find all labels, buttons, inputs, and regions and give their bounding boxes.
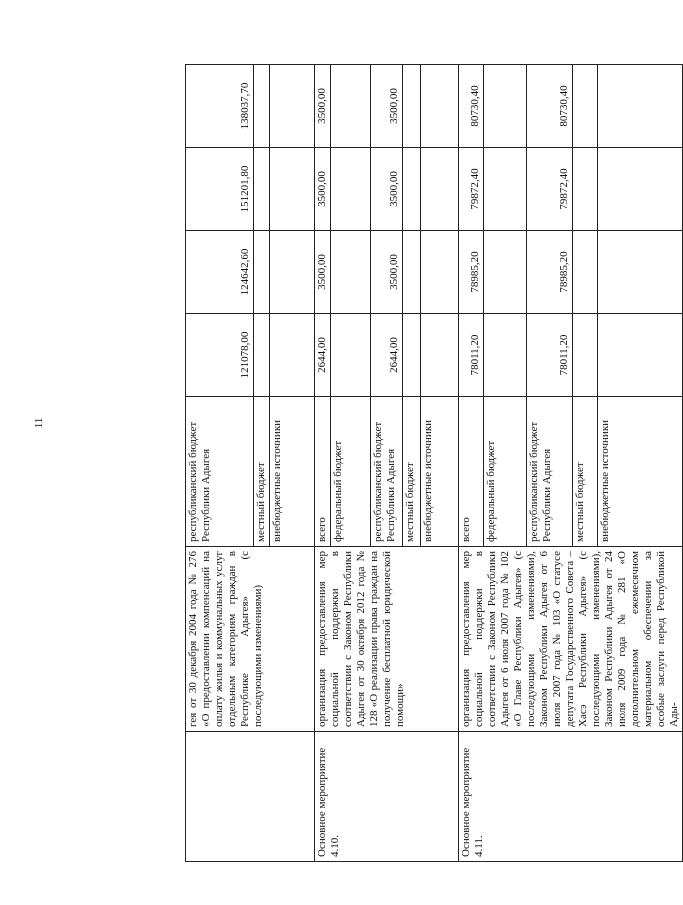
value-cell: 138037,70: [186, 65, 254, 148]
activity-description-cell: организация предоставления мер социальной поддержки в соответствии с Законом Республики Адыгея от 6 июля 2007 года № 102 «О Главе Республики Адыгея» (с последующими изменениями), Законом Республики Адыгея от 6 июля 2007 года № 103 «О статусе депутата Государственного Совета – Хасэ Республики Адыгея» (с последующими изменениями), Законом Республики Адыгея от 24 июля 2009 года № 281 «О дополнительном ежемесячном материальном обеспечении за особые заслуги перед Республикой Ады-: [459, 547, 683, 732]
source-label: местный бюджет: [254, 397, 270, 547]
rotated-table-wrapper: [185, 65, 680, 862]
value-cell: [254, 65, 270, 148]
value-cell: [403, 148, 421, 231]
value-cell: 151201,80: [186, 148, 254, 231]
value-cell: [254, 314, 270, 397]
value-cell: 3500,00: [315, 148, 331, 231]
value-cell: [254, 148, 270, 231]
table-row: [459, 65, 484, 862]
value-cell: [421, 65, 459, 148]
source-label: республиканский бюджет Республики Адыгея: [186, 397, 254, 547]
value-cell: [403, 231, 421, 314]
value-cell: [483, 231, 526, 314]
source-label: республиканский бюджет Республики Адыгея: [526, 397, 572, 547]
value-cell: 3500,00: [315, 65, 331, 148]
value-cell: [331, 314, 371, 397]
value-cell: [270, 231, 315, 314]
value-cell: [573, 148, 598, 231]
value-cell: 78985,20: [459, 231, 484, 314]
value-cell: 78011,20: [459, 314, 484, 397]
value-cell: [598, 148, 683, 231]
source-label: местный бюджет: [403, 397, 421, 547]
page-number: 11: [33, 417, 45, 429]
activity-name-cell: Основное мероприятие 4.10.: [315, 732, 459, 862]
value-cell: 79872,40: [459, 148, 484, 231]
activity-description-cell: гея от 30 декабря 2004 года № 276 «О предоставлении компенсаций на оплату жилья и коммунальных услуг отдельным категориям граждан в Республике Адыгея» (с последующими изменениями): [186, 547, 315, 732]
value-cell: 121078,00: [186, 314, 254, 397]
value-cell: [270, 148, 315, 231]
value-cell: [331, 231, 371, 314]
value-cell: 3500,00: [371, 231, 403, 314]
activity-name-cell: Основное мероприятие 4.11.: [459, 732, 683, 862]
source-label: республиканский бюджет Республики Адыгея: [371, 397, 403, 547]
source-label: местный бюджет: [573, 397, 598, 547]
source-label: федеральный бюджет: [331, 397, 371, 547]
value-cell: [421, 231, 459, 314]
value-cell: 2644,00: [315, 314, 331, 397]
value-cell: [403, 65, 421, 148]
value-cell: [598, 231, 683, 314]
table-row: [315, 65, 331, 862]
value-cell: 79872,40: [526, 148, 572, 231]
source-label: внебюджетные источники: [421, 397, 459, 547]
value-cell: [483, 148, 526, 231]
source-label: федеральный бюджет: [483, 397, 526, 547]
activity-description-cell: организация предоставления мер социальной поддержки в соответствии с Законом Республики Адыгея от 30 октября 2012 года № 128 «О реализации права граждан на получение бесплатной юридической помощи»: [315, 547, 459, 732]
value-cell: [483, 65, 526, 148]
value-cell: [270, 65, 315, 148]
value-cell: [573, 314, 598, 397]
activity-name-cell: [186, 732, 315, 862]
value-cell: [598, 65, 683, 148]
value-cell: 2644,00: [371, 314, 403, 397]
program-funding-table: [185, 64, 683, 862]
value-cell: 78011,20: [526, 314, 572, 397]
value-cell: [331, 65, 371, 148]
value-cell: 80730,40: [526, 65, 572, 148]
source-label: внебюджетные источники: [270, 397, 315, 547]
value-cell: 80730,40: [459, 65, 484, 148]
value-cell: 124642,60: [186, 231, 254, 314]
value-cell: [331, 148, 371, 231]
value-cell: 3500,00: [371, 148, 403, 231]
value-cell: [270, 314, 315, 397]
value-cell: [254, 231, 270, 314]
value-cell: [573, 65, 598, 148]
value-cell: 3500,00: [371, 65, 403, 148]
value-cell: [598, 314, 683, 397]
table-row: [186, 65, 254, 862]
source-label: всего: [315, 397, 331, 547]
source-label: всего: [459, 397, 484, 547]
value-cell: [483, 314, 526, 397]
value-cell: [421, 314, 459, 397]
value-cell: [403, 314, 421, 397]
source-label: внебюджетные источники: [598, 397, 683, 547]
value-cell: 78985,20: [526, 231, 572, 314]
value-cell: 3500,00: [315, 231, 331, 314]
value-cell: [573, 231, 598, 314]
value-cell: [421, 148, 459, 231]
